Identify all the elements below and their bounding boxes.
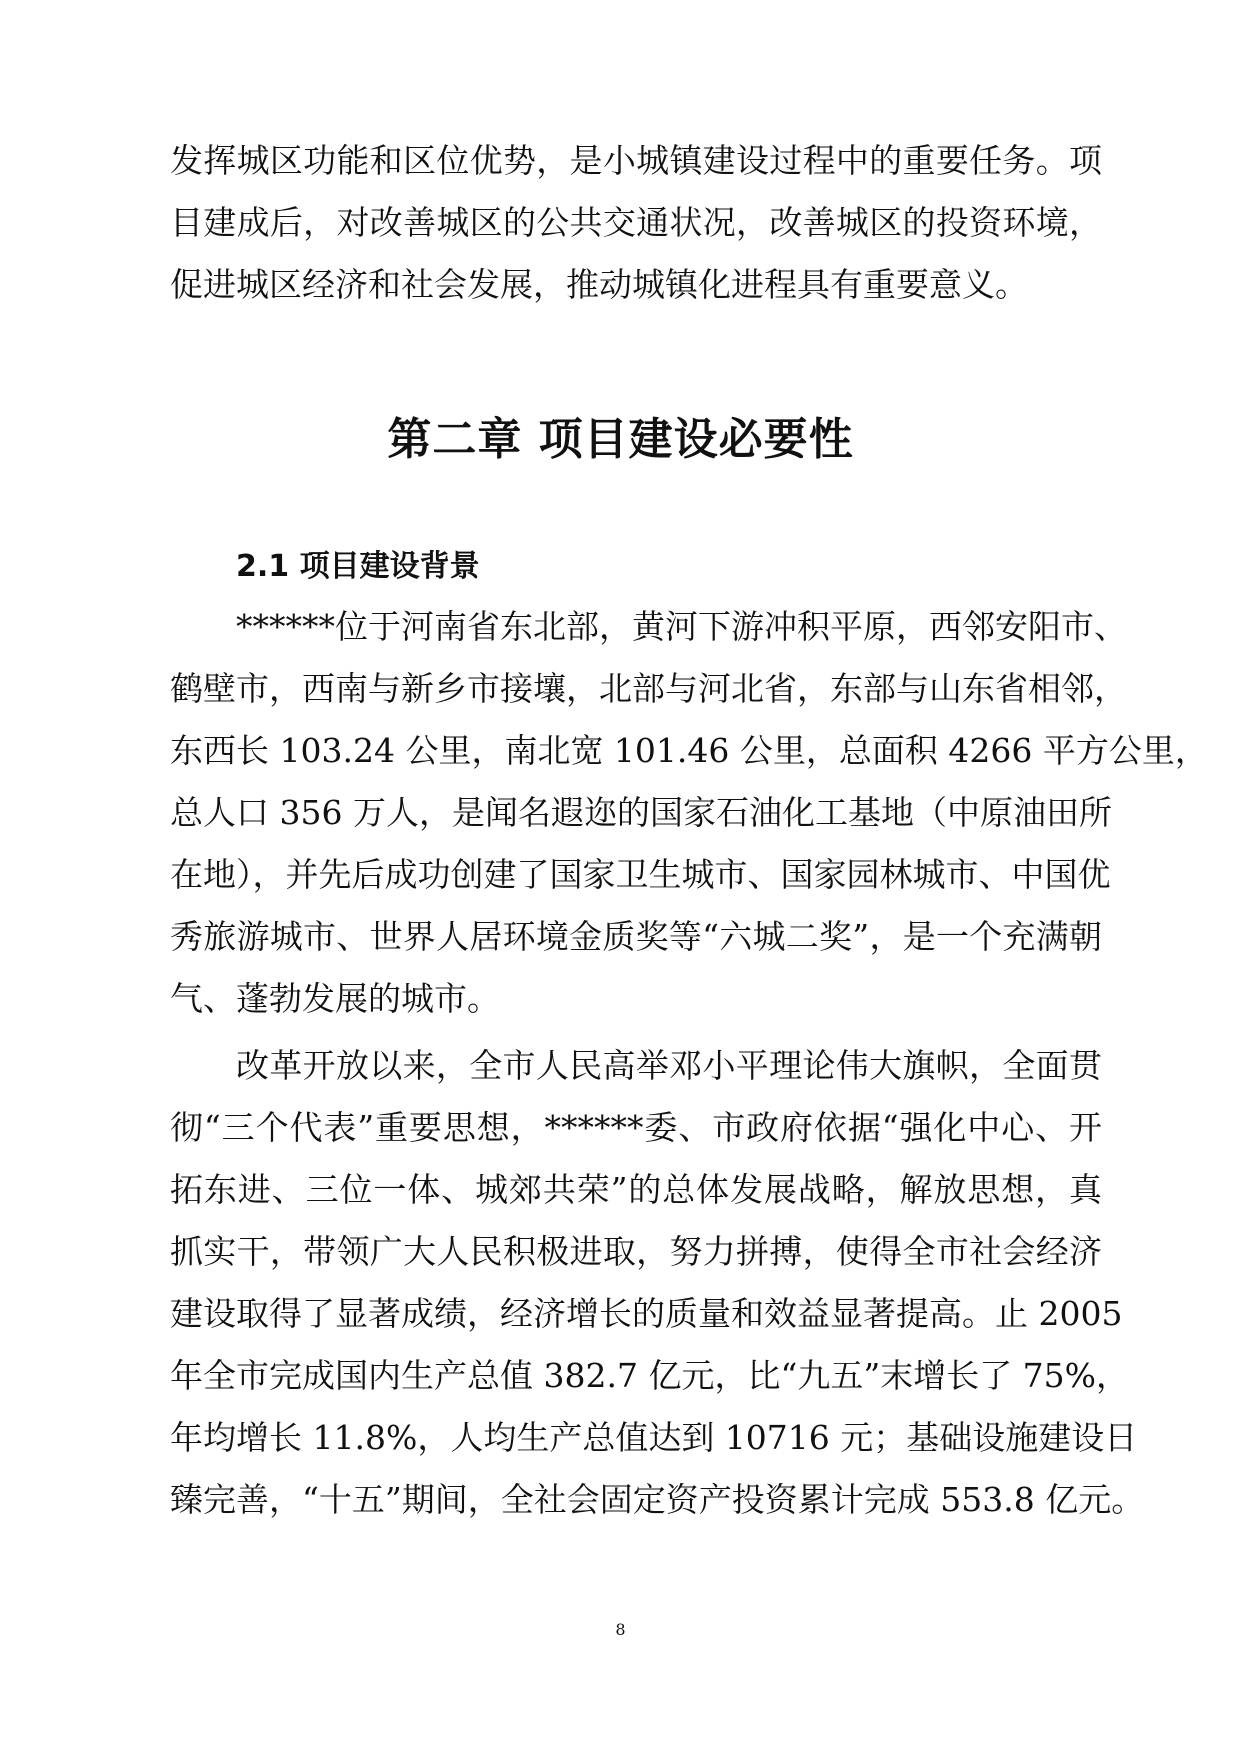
paragraph-line: 东西长 103.24 公里，南北宽 101.46 公里，总面积 4266 平方公里， [170,731,1208,770]
paragraph-line: 促进城区经济和社会发展，推动城镇化进程具有重要意义。 [170,265,1028,304]
paragraph-line: 彻“三个代表”重要思想，******委、市政府依据“强化中心、开 [170,1108,1102,1147]
paragraph-line: 目建成后，对改善城区的公共交通状况，改善城区的投资环境， [170,203,1102,242]
paragraph-line: 发挥城区功能和区位优势，是小城镇建设过程中的重要任务。项 [170,141,1102,180]
paragraph-line: 鹤壁市，西南与新乡市接壤，北部与河北省，东部与山东省相邻， [170,669,1127,708]
paragraph-line: 抓实干，带领广大人民积极进取，努力拼搏，使得全市社会经济 [170,1232,1102,1271]
chapter-title: 第二章 项目建设必要性 [387,414,854,465]
page-number: 8 [615,1620,626,1639]
paragraph-line: 总人口 356 万人，是闻名遐迩的国家石油化工基地（中原油田所 [170,793,1112,832]
paragraph-line: 改革开放以来，全市人民高举邓小平理论伟大旗帜，全面贯 [236,1046,1102,1085]
paragraph-line: 年均增长 11.8%，人均生产总值达到 10716 元；基础设施建设日 [170,1418,1138,1457]
paragraph-line: 在地），并先后成功创建了国家卫生城市、国家园林城市、中国优 [170,855,1111,894]
paragraph-line: 秀旅游城市、世界人居环境金质奖等“六城二奖”，是一个充满朝 [170,917,1102,956]
paragraph-line: 臻完善，“十五”期间，全社会固定资产投资累计完成 553.8 亿元。 [170,1480,1145,1519]
paragraph-line: ******位于河南省东北部，黄河下游冲积平原，西邻安阳市、 [236,607,1127,646]
section-heading: 2.1 项目建设背景 [236,549,480,584]
paragraph-line: 拓东进、三位一体、城郊共荣”的总体发展战略，解放思想，真 [170,1170,1102,1209]
paragraph-line: 气、蓬勃发展的城市。 [170,979,500,1018]
paragraph-line: 建设取得了显著成绩，经济增长的质量和效益显著提高。止 2005 [170,1294,1123,1333]
paragraph-line: 年全市完成国内生产总值 382.7 亿元，比“九五”末增长了 75%， [170,1356,1130,1395]
